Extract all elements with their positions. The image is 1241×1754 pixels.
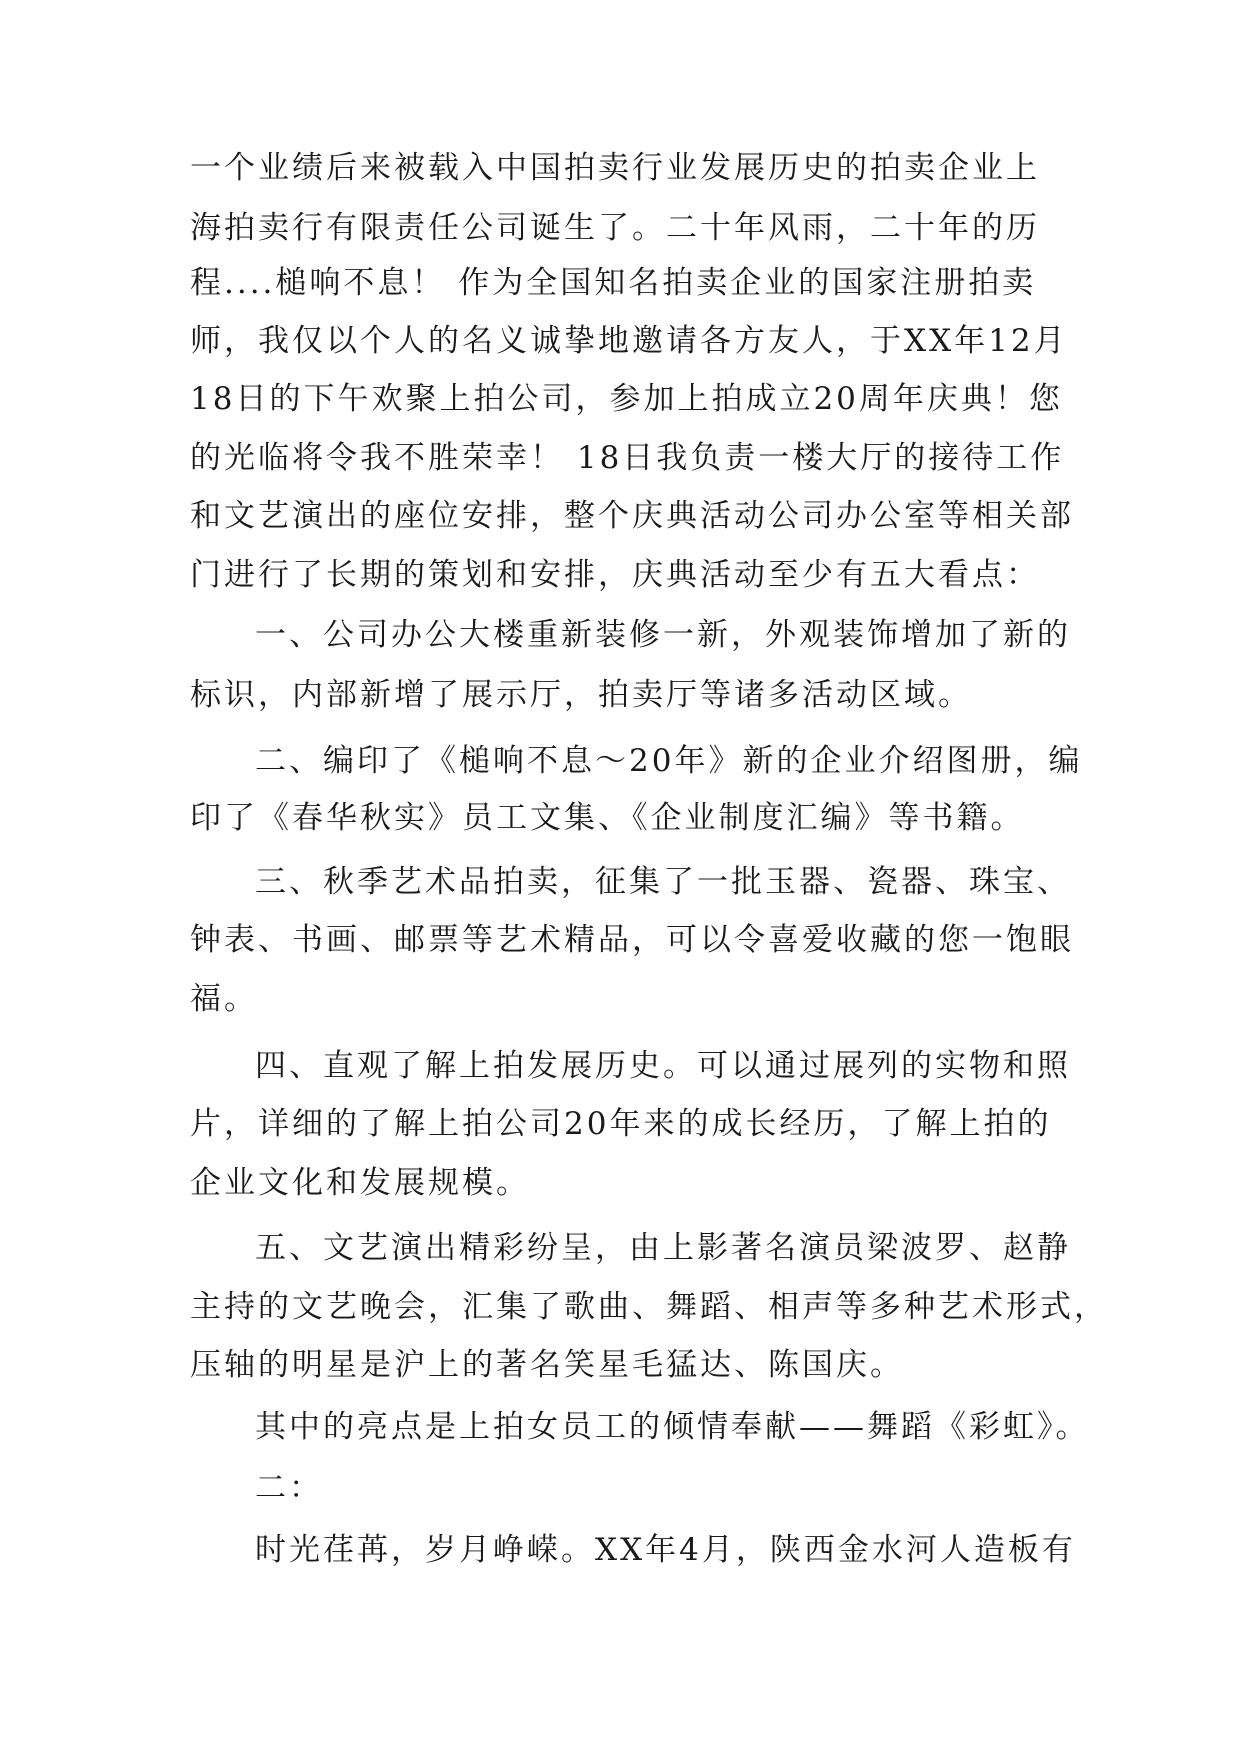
text-line: 一个业绩后来被载入中国拍卖行业发展历史的拍卖企业上: [190, 150, 1040, 186]
text-line: 主持的文艺晚会，汇集了歌曲、舞蹈、相声等多种艺术形式，: [190, 1289, 1108, 1325]
text-line: 钟表、书画、邮票等艺术精品，可以令喜爱收藏的您一饱眼: [190, 922, 1074, 958]
text-line: 福。: [190, 981, 258, 1017]
paragraph-item-5-start: 五、文艺演出精彩纷呈，由上影著名演员梁波罗、赵静: [255, 1230, 1071, 1266]
paragraph-item-4-start: 四、直观了解上拍发展历史。可以通过展列的实物和照: [255, 1048, 1071, 1084]
paragraph-item-1-start: 一、公司办公大楼重新装修一新，外观装饰增加了新的: [255, 617, 1071, 653]
text-line: 压轴的明星是沪上的著名笑星毛猛达、陈国庆。: [190, 1347, 904, 1383]
text-line: 程....槌响不息！ 作为全国知名拍卖企业的国家注册拍卖: [190, 265, 1037, 301]
text-line: 师，我仅以个人的名义诚挚地邀请各方友人，于XX年12月: [190, 323, 1068, 359]
section-heading: 二：: [255, 1470, 323, 1506]
paragraph-item-3-start: 三、秋季艺术品拍卖，征集了一批玉器、瓷器、珠宝、: [255, 864, 1071, 900]
text-line: 企业文化和发展规模。: [190, 1165, 530, 1201]
text-line: 和文艺演出的座位安排，整个庆典活动公司办公室等相关部: [190, 498, 1074, 534]
text-line: 门进行了长期的策划和安排，庆典活动至少有五大看点：: [190, 557, 1040, 593]
text-line: 18日的下午欢聚上拍公司，参加上拍成立20周年庆典！您: [190, 381, 1063, 417]
text-line: 标识，内部新增了展示厅，拍卖厅等诸多活动区域。: [190, 677, 972, 713]
text-line: 时光荏苒，岁月峥嵘。XX年4月，陕西金水河人造板有: [255, 1532, 1076, 1568]
paragraph-item-2-start: 二、编印了《槌响不息～20年》新的企业介绍图册，编: [255, 743, 1083, 779]
highlight-paragraph: 其中的亮点是上拍女员工的倾情奉献——舞蹈《彩虹》。: [255, 1409, 1090, 1445]
text-line: 片，详细的了解上拍公司20年来的成长经历，了解上拍的: [190, 1106, 1052, 1142]
text-line: 的光临将令我不胜荣幸！ 18日我负责一楼大厅的接待工作: [190, 440, 1065, 476]
text-line: 印了《春华秋实》员工文集、《企业制度汇编》等书籍。: [190, 800, 1025, 836]
text-line: 海拍卖行有限责任公司诞生了。二十年风雨，二十年的历: [190, 210, 1040, 246]
